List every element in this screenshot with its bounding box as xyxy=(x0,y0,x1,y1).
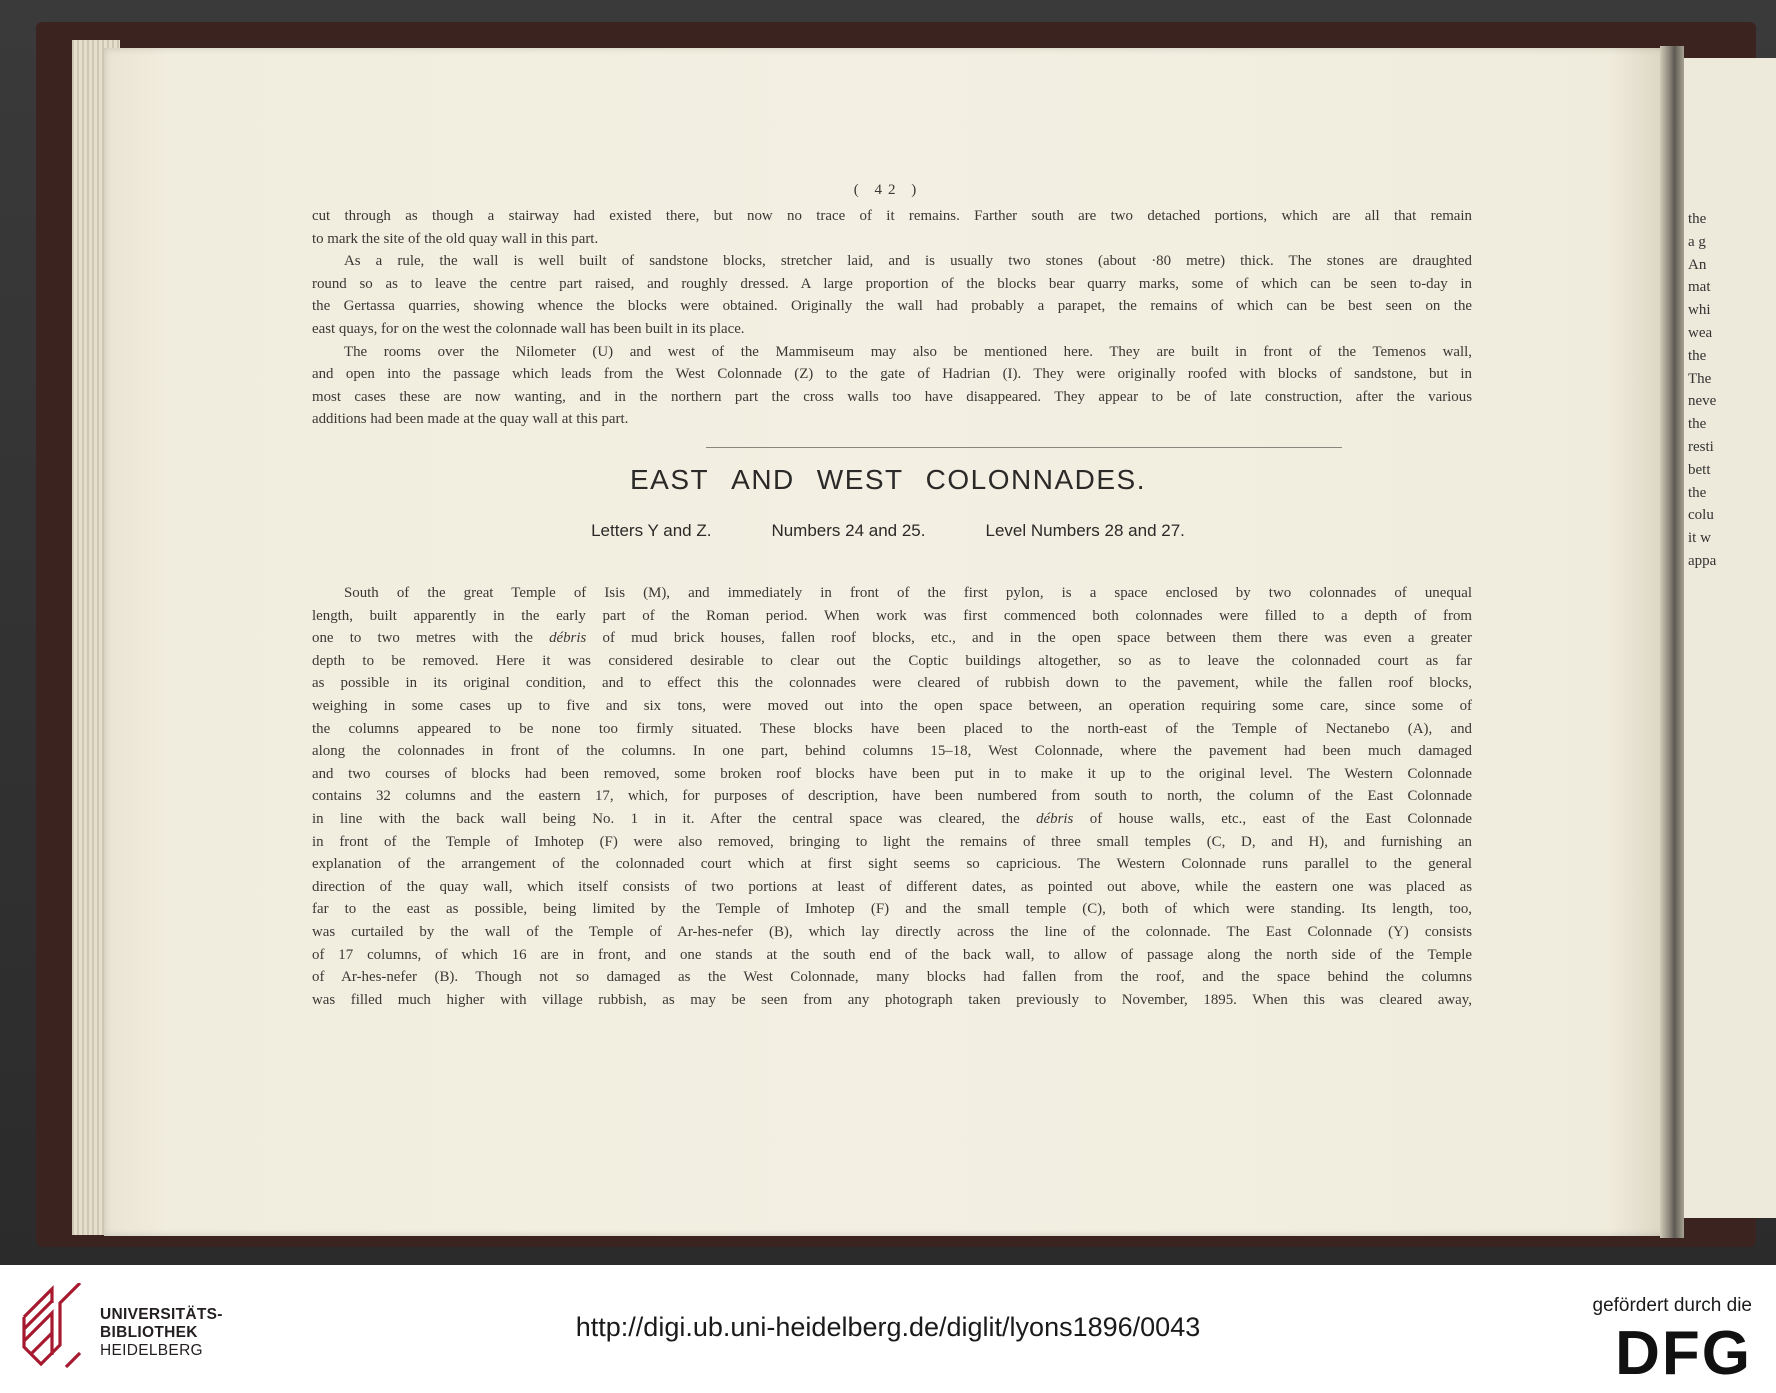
body-line: was curtailed by the wall of the Temple of Ar-hes-nefer (B), which lay directly across the line of the colonnade. The East Colonnade (Y) consists xyxy=(312,924,1472,940)
section-divider xyxy=(706,447,1342,448)
body-line: along the colonnades in front of the columns. In one part, behind columns 15–18, West Colonnade, where the pavement had been much damaged xyxy=(312,743,1472,760)
body-text: one to two metres with the xyxy=(312,630,533,647)
body-line: as possible in its original condition, and to effect this the colonnades were cleared of rubbish down to the pavement, while the fallen roof blocks, xyxy=(312,675,1472,692)
body-line: was filled much higher with village rubbish, as may be seen from any photograph taken previously to November, 1895. When this was cleared away, xyxy=(312,991,1472,1008)
facing-page-fragment: The xyxy=(1688,370,1712,387)
body-line: and two courses of blocks had been removed, some broken roof blocks have been put in to make it up to the original level. The Western Colonnade xyxy=(312,765,1472,782)
body-line: weighing in some cases up to five and six tons, were moved out into the open space between, an operation requiring some care, since some of xyxy=(312,698,1472,714)
facing-page-fragment: wea xyxy=(1688,324,1713,341)
facing-page-fragment: appa xyxy=(1688,552,1717,569)
top-paragraph-line: most cases these are now wanting, and in the northern part the cross walls too have disappeared. They appear to be of late construction, after the various xyxy=(312,388,1472,405)
heading-word-and: AND xyxy=(731,464,795,495)
top-paragraph-line: and open into the passage which leads from the West Colonnade (Z) to the gate of Hadrian (I). They were originally roofed with blocks of sandstone, but in xyxy=(312,366,1472,383)
subheading-letters: Letters Y and Z. xyxy=(591,521,712,540)
top-paragraph-line: the Gertassa quarries, showing whence the blocks were obtained. Originally the wall had probably a parapet, the remains of which can be best seen on the xyxy=(312,298,1472,315)
book-page xyxy=(104,48,1672,1236)
heading-word-colonnades: COLONNADES. xyxy=(925,464,1146,495)
body-line: of 17 columns, of which 16 are in front, and one stands at the south end of the back wall, to allow of passage along the north side of the Temple xyxy=(312,946,1472,963)
body-text: in line with the back wall being No. 1 in it. After the central space was cleared, the xyxy=(312,811,1020,827)
funding-label: gefördert durch die xyxy=(1592,1295,1752,1316)
facing-page-fragment: a g xyxy=(1688,233,1706,250)
library-name-line3: HEIDELBERG xyxy=(100,1342,203,1359)
facing-page-fragment: the xyxy=(1688,347,1707,364)
facing-page xyxy=(1684,58,1776,1218)
top-paragraph-line: east quays, for on the west the colonnade wall has been built in its place. xyxy=(312,321,745,337)
body-line: the columns appeared to be none too firmly situated. These blocks have been placed to the north-east of the Temple of Nectanebo (A), and xyxy=(312,720,1472,737)
book-gutter xyxy=(1660,46,1684,1238)
dfg-logo: DFG xyxy=(1615,1319,1752,1388)
subheading-numbers: Numbers 24 and 25. xyxy=(771,521,926,540)
body-text: of house walls, etc., east of the East Colonnade xyxy=(1089,811,1473,827)
body-line: of Ar-hes-nefer (B). Though not so damaged as the West Colonnade, many blocks had fallen from the roof, and the space behind the columns xyxy=(312,969,1472,986)
page-number: ( 42 ) xyxy=(853,182,923,198)
body-line: contains 32 columns and the eastern 17, which, for purposes of description, have been numbered from south to north, the column of the East Colonnade xyxy=(312,788,1472,805)
facing-page-fragment: colu xyxy=(1688,507,1714,524)
permalink-url[interactable]: http://digi.ub.uni-heidelberg.de/diglit/lyons1896/0043 xyxy=(575,1312,1201,1342)
facing-page-text xyxy=(1688,208,1776,573)
body-line: South of the great Temple of Isis (M), and immediately in front of the first pylon, is a space enclosed by two colonnades of unequal xyxy=(344,585,1472,601)
facing-page-fragment: the xyxy=(1688,416,1707,433)
facing-page-fragment: resti xyxy=(1688,438,1714,455)
top-paragraph-line: The rooms over the Nilometer (U) and west of the Mammiseum may also be mentioned here. They are built in front of the Temenos wall, xyxy=(344,343,1472,360)
facing-page-fragment: An xyxy=(1688,256,1707,273)
top-paragraph-line: additions had been made at the quay wall at this part. xyxy=(312,411,629,428)
heading-word-east: EAST xyxy=(630,464,710,495)
body-line: explanation of the arrangement of the colonnaded court which at first sight seems so capricious. The Western Colonnade runs parallel to the general xyxy=(312,856,1472,873)
italic-debris: débris xyxy=(549,630,587,647)
facing-page-fragment: bett xyxy=(1688,461,1711,478)
section-heading xyxy=(104,464,1672,496)
facing-page-fragment: the xyxy=(1688,211,1707,227)
facing-page-fragment: mat xyxy=(1688,279,1711,296)
facing-page-fragment: neve xyxy=(1688,393,1717,410)
footer-bar xyxy=(0,1265,1776,1393)
body-line: depth to be removed. Here it was considered desirable to clear out the Coptic buildings altogether, so as to leave the colonnaded court as far xyxy=(312,652,1472,669)
body-line: length, built apparently in the early part of the Roman period. When work was first commenced both colonnades were filled to a depth of from xyxy=(312,607,1472,624)
library-name-line1: UNIVERSITÄTS- xyxy=(100,1306,223,1323)
top-paragraph-line: As a rule, the wall is well built of sandstone blocks, stretcher laid, and is usually two stones (about ·80 metre) thick. The stones are draughted xyxy=(344,253,1472,270)
body-line: far to the east as possible, being limited by the Temple of Imhotep (F) and the small temple (C), both of which were standing. Its length, too, xyxy=(312,901,1472,918)
top-paragraph-line: to mark the site of the old quay wall in this part. xyxy=(312,230,599,247)
body-text: of mud brick houses, fallen roof blocks, etc., and in the open space between them there was even a greater xyxy=(602,630,1472,647)
heading-word-west: WEST xyxy=(816,464,904,495)
italic-debris: débris xyxy=(1036,811,1074,827)
body-line: direction of the quay wall, which itself consists of two portions at least of different dates, as pointed out above, while the eastern one was placed as xyxy=(312,878,1472,895)
section-subheading xyxy=(104,521,1672,541)
library-name-line2: BIBLIOTHEK xyxy=(100,1324,198,1341)
body-line xyxy=(312,627,1472,650)
top-paragraph-line: round so as to leave the centre part raised, and roughly dressed. A large proportion of the blocks bear quarry marks, some of which can be seen to-day in xyxy=(312,275,1472,292)
facing-page-fragment: it w xyxy=(1688,530,1711,547)
subheading-levels: Level Numbers 28 and 27. xyxy=(985,521,1185,540)
facing-page-fragment: the xyxy=(1688,484,1707,501)
body-line xyxy=(312,808,1472,831)
body-line: in front of the Temple of Imhotep (F) were also removed, bringing to light the remains of three small temples (C, D, and H), and furnishing an xyxy=(312,833,1472,850)
top-paragraph-line: cut through as though a stairway had existed there, but now no trace of it remains. Farther south are two detached portions, which are all that remain xyxy=(312,208,1472,224)
facing-page-fragment: whi xyxy=(1688,302,1711,319)
